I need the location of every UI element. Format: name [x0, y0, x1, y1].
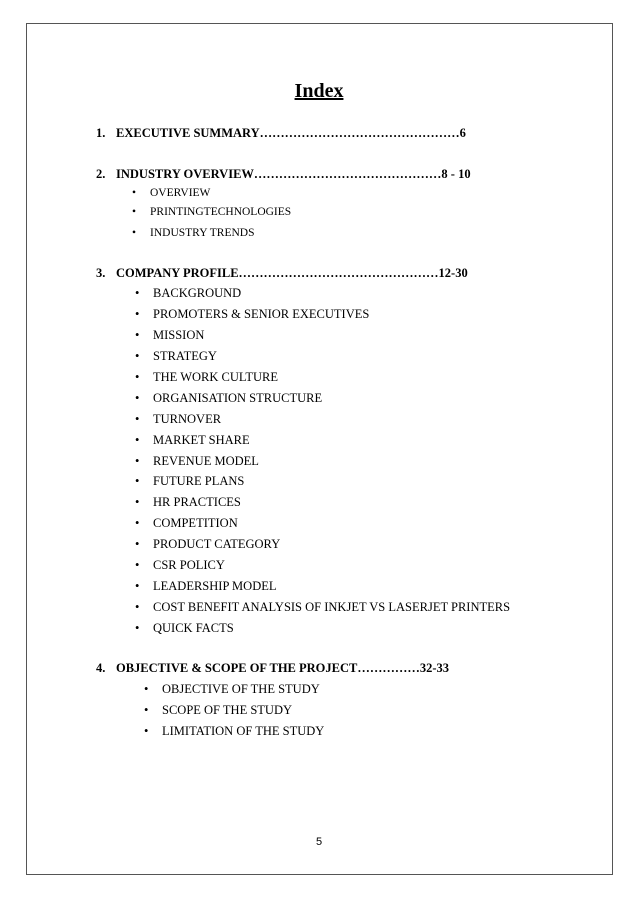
list-item[interactable]: • HR PRACTICES [135, 495, 241, 509]
bullet-icon: • [135, 516, 140, 530]
list-item[interactable]: • SCOPE OF THE STUDY [144, 703, 292, 717]
list-item[interactable]: • OBJECTIVE OF THE STUDY [144, 682, 320, 696]
list-item[interactable]: • MARKET SHARE [135, 433, 250, 447]
bullet-icon: • [132, 206, 137, 218]
bullet-icon: • [135, 307, 140, 321]
bullet-icon: • [144, 703, 149, 717]
list-item[interactable]: • LEADERSHIP MODEL [135, 579, 277, 593]
list-item[interactable]: • PRINTINGTECHNOLOGIES [132, 206, 292, 218]
section-title: INDUSTRY OVERVIEW………………………………………8 - 10 [116, 167, 471, 181]
section-title: COMPANY PROFILE…………………………………………12-30 [116, 266, 468, 280]
bullet-icon: • [135, 495, 140, 509]
bullet-icon: • [135, 537, 140, 551]
bullet-icon: • [135, 286, 140, 300]
bullet-icon: • [135, 349, 140, 363]
bullet-icon: • [135, 579, 140, 593]
bullet-icon: • [132, 227, 137, 239]
bullet-icon: • [132, 187, 137, 199]
section-company-profile[interactable] [96, 266, 468, 281]
bullet-icon: • [135, 454, 140, 468]
list-item[interactable]: • TURNOVER [135, 412, 222, 426]
bullet-icon: • [135, 328, 140, 342]
page-number: 5 [315, 836, 323, 848]
section-number: 3. [96, 266, 106, 280]
bullet-icon: • [135, 433, 140, 447]
list-item[interactable]: • CSR POLICY [135, 558, 225, 572]
list-item[interactable]: • COMPETITION [135, 516, 238, 530]
bullet-icon: • [135, 474, 140, 488]
list-item[interactable]: • REVENUE MODEL [135, 454, 259, 468]
section-number: 2. [96, 167, 106, 181]
list-item[interactable]: • BACKGROUND [135, 286, 242, 300]
bullet-icon: • [135, 370, 140, 384]
section-title: EXECUTIVE SUMMARY…………………………………………6 [116, 126, 466, 140]
bullet-icon: • [144, 724, 149, 738]
list-item[interactable]: • LIMITATION OF THE STUDY [144, 724, 325, 738]
list-item[interactable]: • QUICK FACTS [135, 621, 234, 635]
bullet-icon: • [135, 621, 140, 635]
page-border [26, 23, 613, 875]
section-industry-overview[interactable] [96, 167, 471, 182]
list-item[interactable]: • FUTURE PLANS [135, 474, 245, 488]
section-executive-summary[interactable] [96, 126, 466, 141]
list-item[interactable]: • ORGANISATION STRUCTURE [135, 391, 323, 405]
list-item[interactable]: • STRATEGY [135, 349, 217, 363]
bullet-icon: • [135, 391, 140, 405]
bullet-icon: • [135, 412, 140, 426]
page-title: Index [294, 80, 344, 102]
list-item[interactable]: • PRODUCT CATEGORY [135, 537, 281, 551]
list-item[interactable]: • PROMOTERS & SENIOR EXECUTIVES [135, 307, 370, 321]
section-number: 4. [96, 661, 106, 675]
bullet-icon: • [144, 682, 149, 696]
section-objective-scope[interactable] [96, 661, 449, 676]
section-number: 1. [96, 126, 106, 140]
section-title: OBJECTIVE & SCOPE OF THE PROJECT……………32-33 [116, 661, 450, 675]
list-item[interactable]: • INDUSTRY TRENDS [132, 227, 255, 239]
list-item[interactable]: • COST BENEFIT ANALYSIS OF INKJET VS LASERJET PRINTERS [135, 600, 511, 614]
bullet-icon: • [135, 558, 140, 572]
list-item[interactable]: • THE WORK CULTURE [135, 370, 278, 384]
list-item[interactable]: • MISSION [135, 328, 205, 342]
list-item[interactable]: • OVERVIEW [132, 187, 211, 199]
bullet-icon: • [135, 600, 140, 614]
